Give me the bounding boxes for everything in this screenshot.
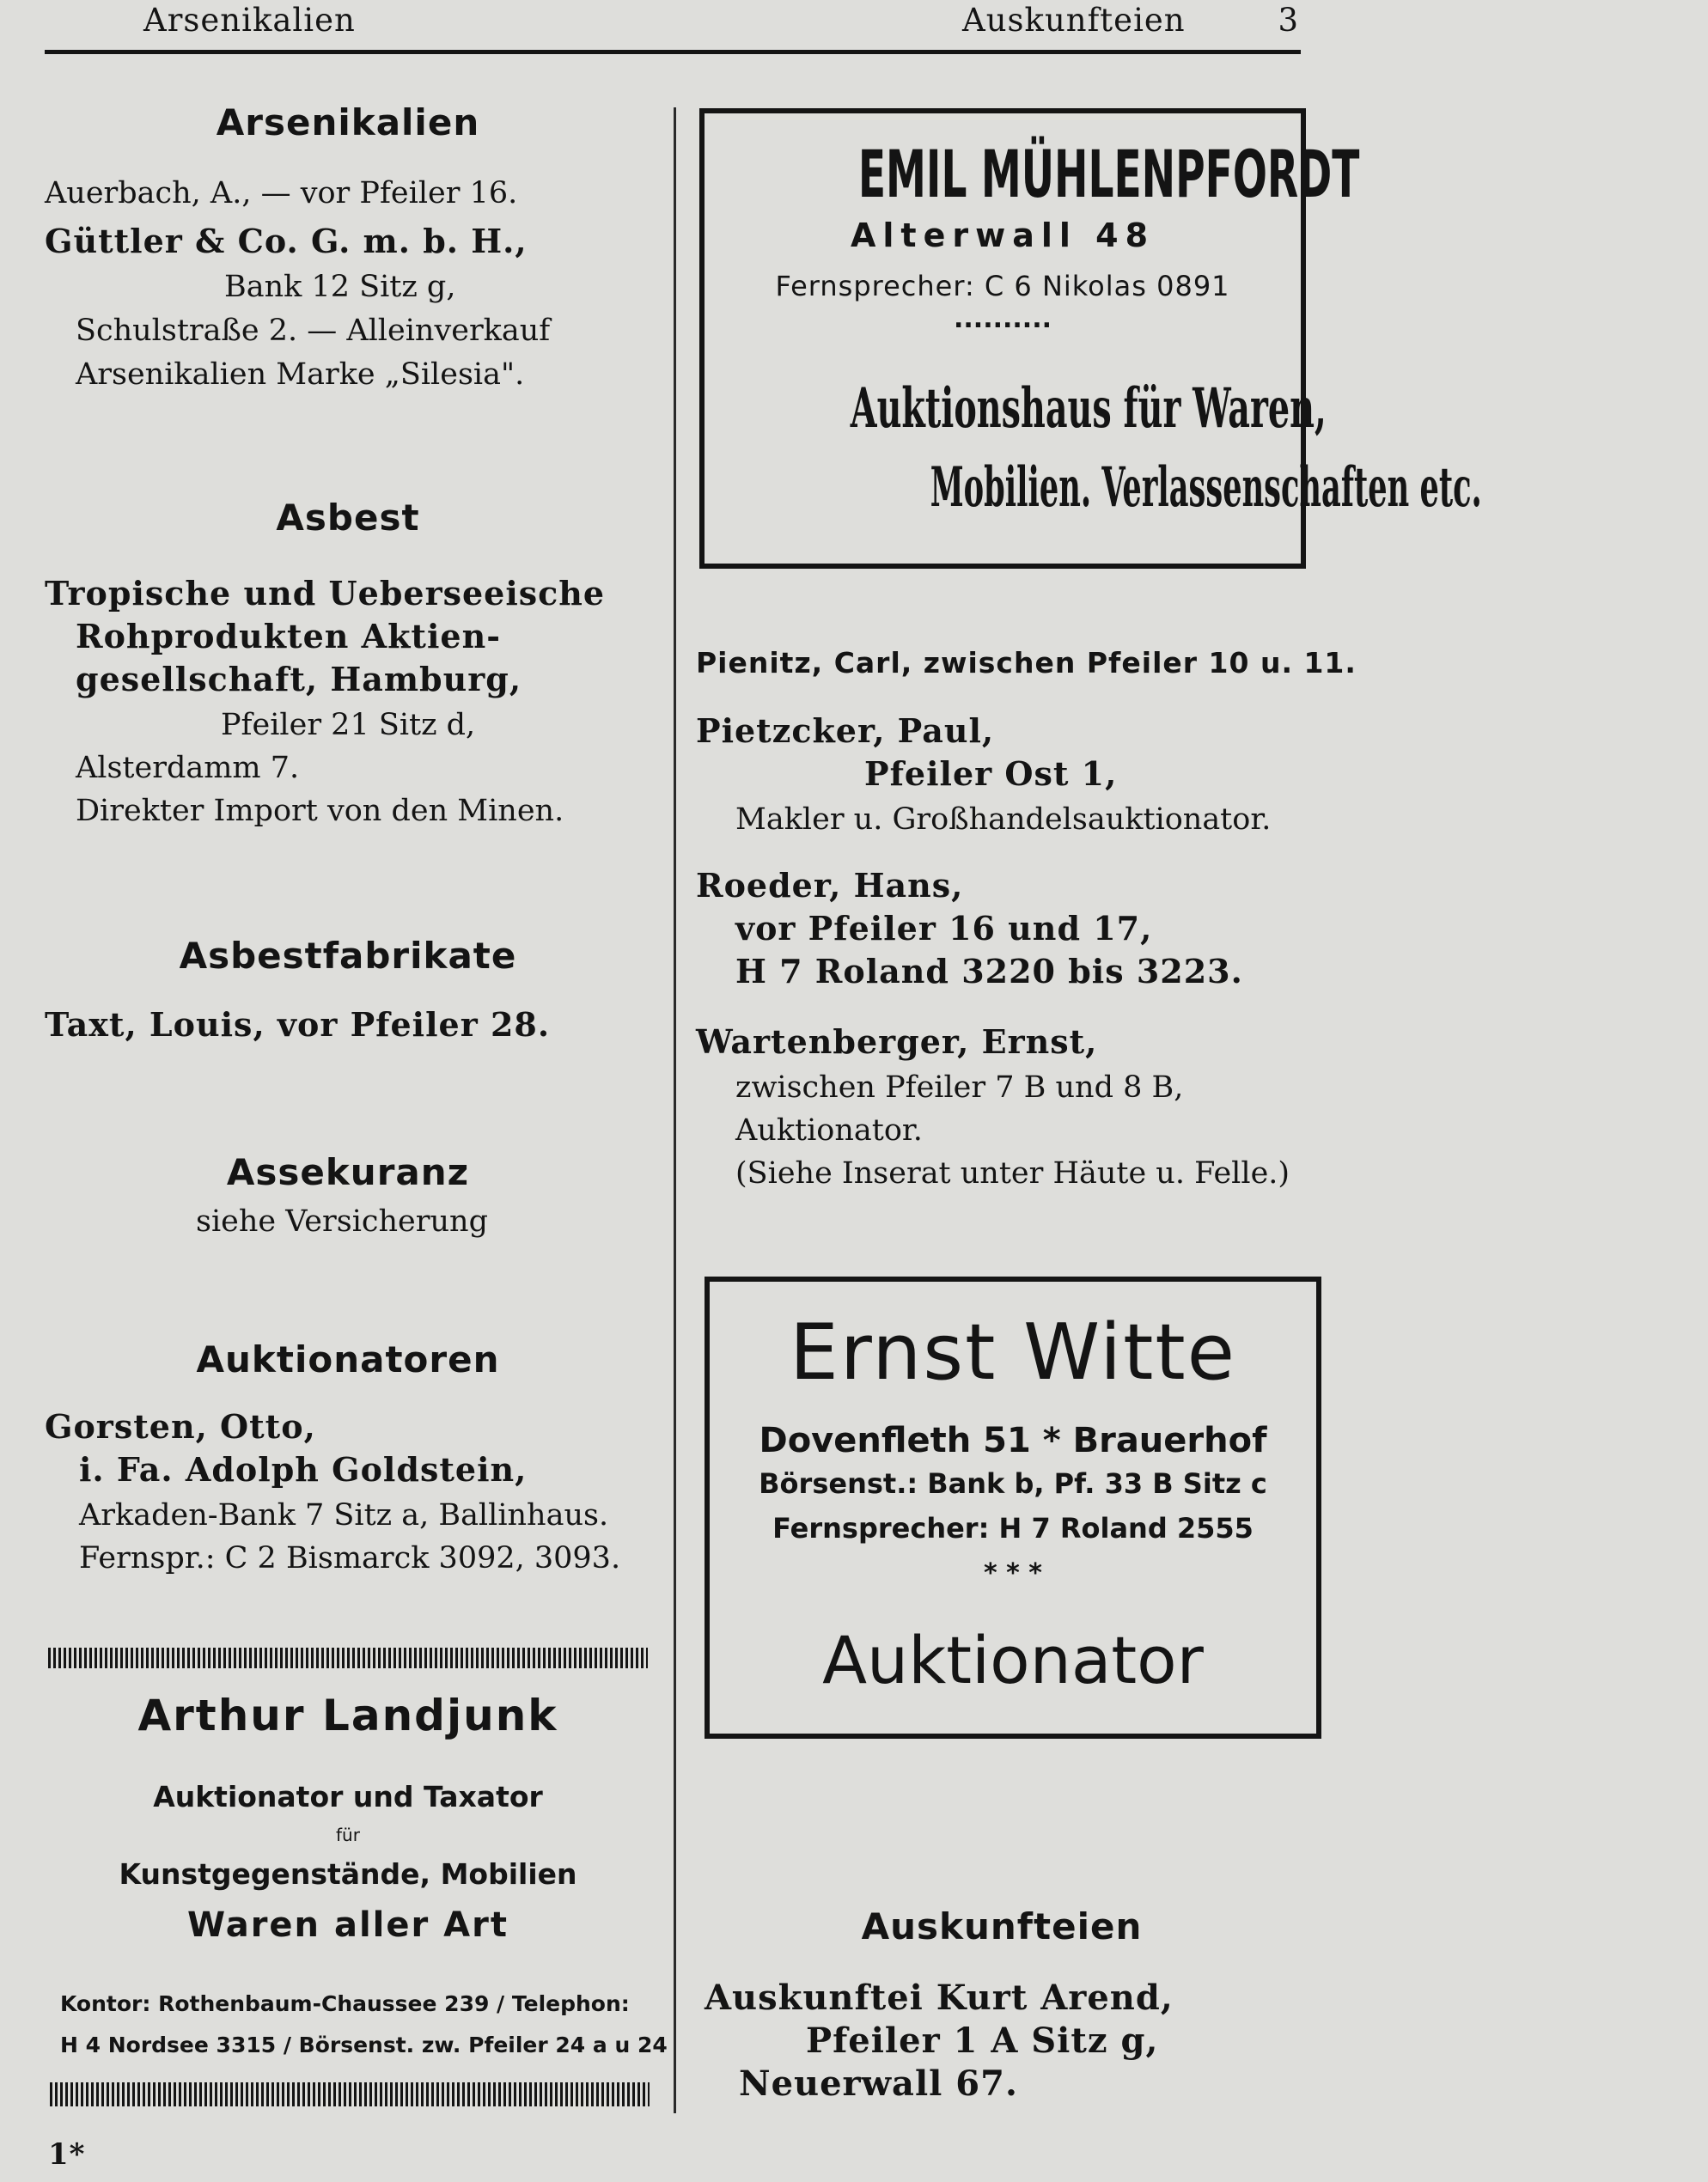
entry-auerbach: Auerbach, A., — vor Pfeiler 16. <box>45 176 518 210</box>
entry-tropische-name-2: Rohprodukten Aktien- <box>76 617 501 655</box>
ad-witte-boerse: Börsenst.: Bank b, Pf. 33 B Sitz c <box>759 1467 1267 1500</box>
ad-witte-name: Ernst Witte <box>789 1307 1237 1398</box>
ad-witte <box>705 1277 1321 1739</box>
entry-gorsten-name: Gorsten, Otto, <box>45 1407 316 1446</box>
entry-tropische-location: Pfeiler 21 Sitz d, <box>221 708 476 742</box>
ad-muehlenpfordt-line-2 <box>705 455 1482 520</box>
section-heading-arsenikalien: Arsenikalien <box>216 101 480 143</box>
section-heading-auskunfteien: Auskunfteien <box>861 1905 1143 1947</box>
entry-assekuranz-see: siehe Versicherung <box>196 1204 488 1239</box>
entry-gorsten-firm: i. Fa. Adolph Goldstein, <box>79 1450 528 1489</box>
entry-guettler-note: Arsenikalien Marke „Silesia". <box>76 357 525 392</box>
ad-landjunk-contact-1: Kontor: Rothenbaum-Chaussee 239 / Telephon: <box>60 1991 630 2016</box>
entry-tropische-note: Direkter Import von den Minen. <box>76 794 564 828</box>
ad-muehlenpfordt-line-2-text: Mobilien. Verlassenschaften etc. <box>930 455 1482 520</box>
entry-arend-address: Neuerwall 67. <box>739 2063 1018 2104</box>
ad-witte-title: Auktionator <box>822 1622 1204 1698</box>
ad-witte-address: Dovenfleth 51 * Brauerhof <box>759 1421 1267 1460</box>
entry-wartenberger-name: Wartenberger, Ernst, <box>696 1022 1098 1061</box>
ad-muehlenpfordt-name <box>705 136 1360 212</box>
entry-wartenberger-location: zwischen Pfeiler 7 B und 8 B, <box>735 1070 1184 1105</box>
page-number: 3 <box>1278 2 1299 39</box>
ad-landjunk-title: Auktionator und Taxator <box>153 1780 543 1813</box>
entry-guettler-bank: Bank 12 Sitz g, <box>224 270 456 304</box>
entry-guettler-name: Güttler & Co. G. m. b. H., <box>45 222 528 260</box>
ad-muehlenpfordt-phone: Fernsprecher: C 6 Nikolas 0891 <box>775 270 1230 302</box>
ad-muehlenpfordt-dots: .......... <box>954 304 1052 334</box>
ad-muehlenpfordt-line-1 <box>705 376 1327 441</box>
entry-tropische-name: Tropische und Ueberseeische <box>45 574 606 613</box>
ad-muehlenpfordt <box>699 108 1482 569</box>
entry-pietzcker-name: Pietzcker, Paul, <box>696 711 995 750</box>
ad-muehlenpfordt-address: Alterwall 48 <box>850 216 1156 254</box>
entry-wartenberger-role: Auktionator. <box>735 1113 923 1148</box>
running-header <box>45 0 1299 52</box>
ad-landjunk-name: Arthur Landjunk <box>137 1691 558 1740</box>
section-heading-asbest: Asbest <box>276 497 420 539</box>
entry-roeder-name: Roeder, Hans, <box>696 866 964 905</box>
entry-arend-location: Pfeiler 1 A Sitz g, <box>806 2020 1159 2061</box>
header-right-title: Auskunfteien <box>962 2 1186 39</box>
entry-pienitz: Pienitz, Carl, zwischen Pfeiler 10 u. 11. <box>696 646 1357 680</box>
entry-guettler-address: Schulstraße 2. — Alleinverkauf <box>76 314 551 348</box>
ad-top-border <box>48 1648 648 1668</box>
ad-bottom-border <box>50 2082 650 2106</box>
section-heading-auktionatoren: Auktionatoren <box>196 1338 500 1381</box>
entry-gorsten-address: Arkaden-Bank 7 Sitz a, Ballinhaus. <box>79 1498 609 1533</box>
entry-wartenberger-note: (Siehe Inserat unter Häute u. Felle.) <box>735 1156 1290 1191</box>
ad-landjunk-fuer: für <box>336 1825 360 1845</box>
ad-landjunk-contact-2: H 4 Nordsee 3315 / Börsenst. zw. Pfeiler 24 a u 24 <box>60 2033 668 2057</box>
entry-tropische-address: Alsterdamm 7. <box>76 751 300 785</box>
section-heading-assekuranz: Assekuranz <box>226 1151 470 1193</box>
entry-taxt: Taxt, Louis, vor Pfeiler 28. <box>45 1005 551 1044</box>
ad-witte-phone: Fernsprecher: H 7 Roland 2555 <box>772 1512 1254 1545</box>
header-rule <box>45 50 1301 54</box>
ad-muehlenpfordt-name-text: EMIL MÜHLENPFORDT <box>857 136 1360 212</box>
ad-landjunk-waren: Waren aller Art <box>187 1905 509 1945</box>
entry-roeder-location: vor Pfeiler 16 und 17, <box>735 909 1153 948</box>
entry-roeder-phone: H 7 Roland 3220 bis 3223. <box>735 952 1243 990</box>
ad-muehlenpfordt-line-1-text: Auktionshaus für Waren, <box>850 376 1327 441</box>
signature-mark: 1* <box>48 2137 86 2172</box>
entry-pietzcker-role: Makler u. Großhandelsauktionator. <box>735 802 1272 837</box>
entry-gorsten-phone: Fernspr.: C 2 Bismarck 3092, 3093. <box>79 1541 621 1576</box>
ad-landjunk-goods: Kunstgegenstände, Mobilien <box>119 1857 577 1891</box>
column-divider <box>674 107 676 2113</box>
entry-arend-name: Auskunftei Kurt Arend, <box>705 1978 1174 2018</box>
section-heading-asbestfabrikate: Asbestfabrikate <box>179 935 517 977</box>
ad-witte-stars: * * * <box>984 1558 1042 1588</box>
entry-pietzcker-location: Pfeiler Ost 1, <box>864 754 1118 793</box>
entry-tropische-name-3: gesellschaft, Hamburg, <box>76 660 522 698</box>
header-left-title: Arsenikalien <box>143 2 356 39</box>
